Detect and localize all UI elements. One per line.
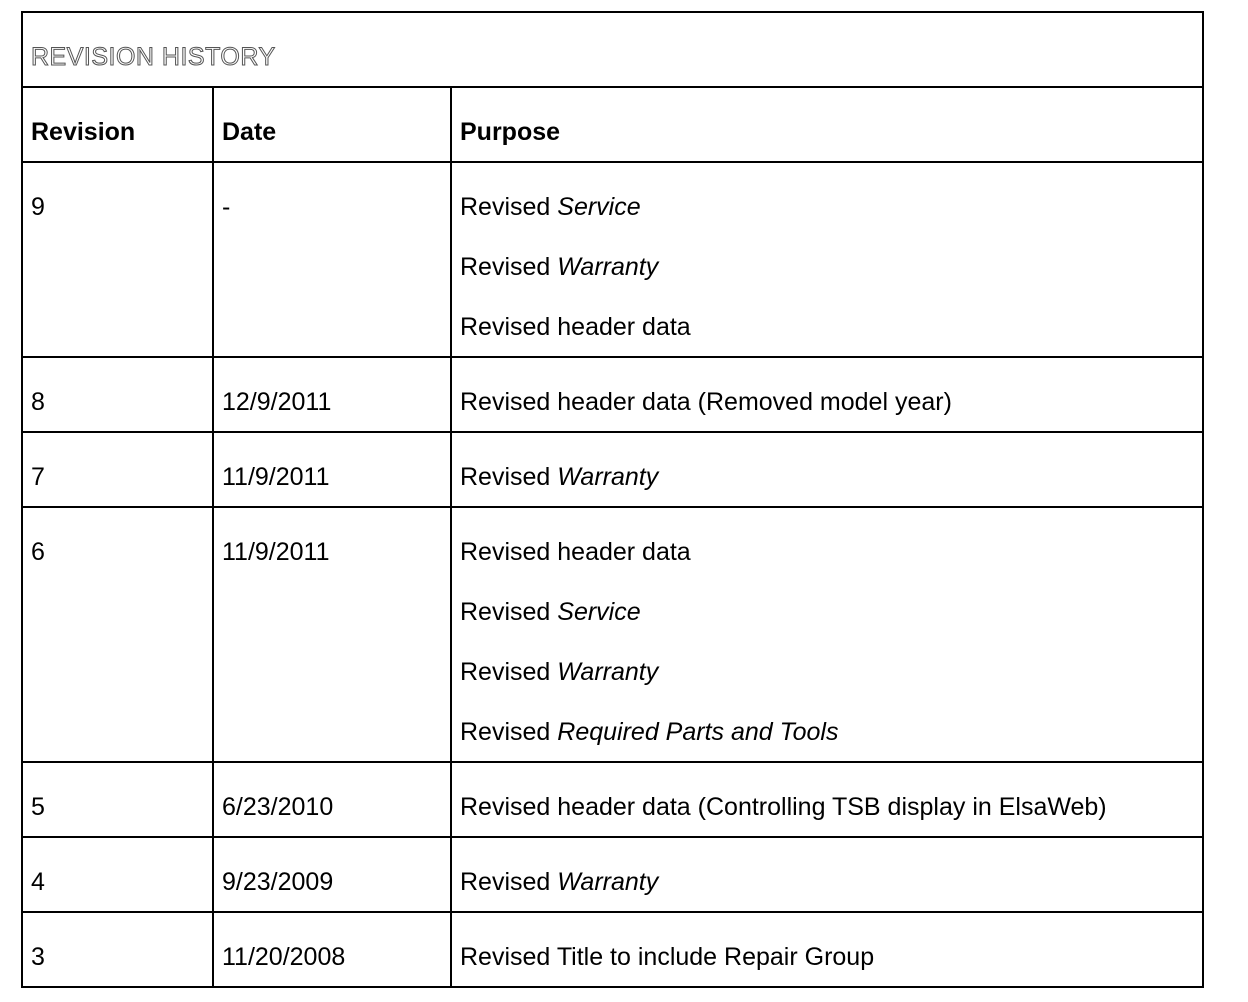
purpose-text: Revised header data (Removed model year)	[460, 388, 952, 416]
purpose-line	[460, 717, 1202, 747]
table-row	[22, 837, 1203, 912]
table-row	[22, 432, 1203, 507]
revision-history-table	[21, 11, 1204, 988]
purpose-emphasis: Warranty	[557, 658, 659, 686]
purpose-line	[460, 387, 1202, 417]
purpose-text: Revised Title to include Repair Group	[460, 943, 875, 971]
purpose-text: Revised	[460, 598, 558, 626]
table-row	[22, 162, 1203, 357]
revision-cell: 5	[22, 762, 213, 837]
date-cell: 6/23/2010	[213, 762, 451, 837]
purpose-cell	[451, 837, 1203, 912]
purpose-text: Revised	[460, 253, 558, 281]
purpose-text: Revised header data	[460, 313, 691, 341]
purpose-cell	[451, 162, 1203, 357]
purpose-emphasis: Warranty	[557, 253, 659, 281]
purpose-emphasis: Warranty	[557, 463, 659, 491]
table-row	[22, 507, 1203, 762]
purpose-emphasis: Warranty	[557, 868, 659, 896]
purpose-line	[460, 462, 1202, 492]
purpose-cell	[451, 762, 1203, 837]
date-cell: 9/23/2009	[213, 837, 451, 912]
purpose-line	[460, 942, 1202, 972]
purpose-line	[460, 192, 1202, 222]
purpose-emphasis: Service	[557, 598, 641, 626]
revision-cell: 3	[22, 912, 213, 987]
date-cell: 11/9/2011	[213, 507, 451, 762]
date-cell: 11/9/2011	[213, 432, 451, 507]
purpose-cell	[451, 912, 1203, 987]
table-title: REVISION HISTORY	[31, 43, 276, 71]
purpose-text: Revised	[460, 193, 558, 221]
revision-cell: 8	[22, 357, 213, 432]
purpose-text: Revised header data	[460, 538, 691, 566]
revision-cell: 9	[22, 162, 213, 357]
purpose-line	[460, 537, 1202, 567]
purpose-text: Revised	[460, 868, 558, 896]
header-row	[22, 87, 1203, 162]
date-cell: -	[213, 162, 451, 357]
purpose-text: Revised	[460, 718, 558, 746]
purpose-cell	[451, 432, 1203, 507]
purpose-cell	[451, 507, 1203, 762]
purpose-line	[460, 657, 1202, 687]
revision-cell: 6	[22, 507, 213, 762]
column-header-revision: Revision	[22, 87, 213, 162]
purpose-cell	[451, 357, 1203, 432]
date-cell: 12/9/2011	[213, 357, 451, 432]
table-row	[22, 357, 1203, 432]
table-row	[22, 912, 1203, 987]
revision-cell: 7	[22, 432, 213, 507]
purpose-text: Revised	[460, 463, 558, 491]
revision-cell: 4	[22, 837, 213, 912]
purpose-line	[460, 792, 1202, 822]
purpose-line	[460, 867, 1202, 897]
purpose-line	[460, 252, 1202, 282]
column-header-date: Date	[213, 87, 451, 162]
table-title-cell	[22, 12, 1203, 87]
purpose-text: Revised	[460, 658, 558, 686]
table-row	[22, 762, 1203, 837]
column-header-purpose: Purpose	[451, 87, 1203, 162]
title-row	[22, 12, 1203, 87]
date-cell: 11/20/2008	[213, 912, 451, 987]
purpose-line	[460, 312, 1202, 342]
purpose-line	[460, 597, 1202, 627]
purpose-text: Revised header data (Controlling TSB display in ElsaWeb)	[460, 793, 1107, 821]
purpose-emphasis: Required Parts and Tools	[557, 718, 839, 746]
purpose-emphasis: Service	[557, 193, 641, 221]
